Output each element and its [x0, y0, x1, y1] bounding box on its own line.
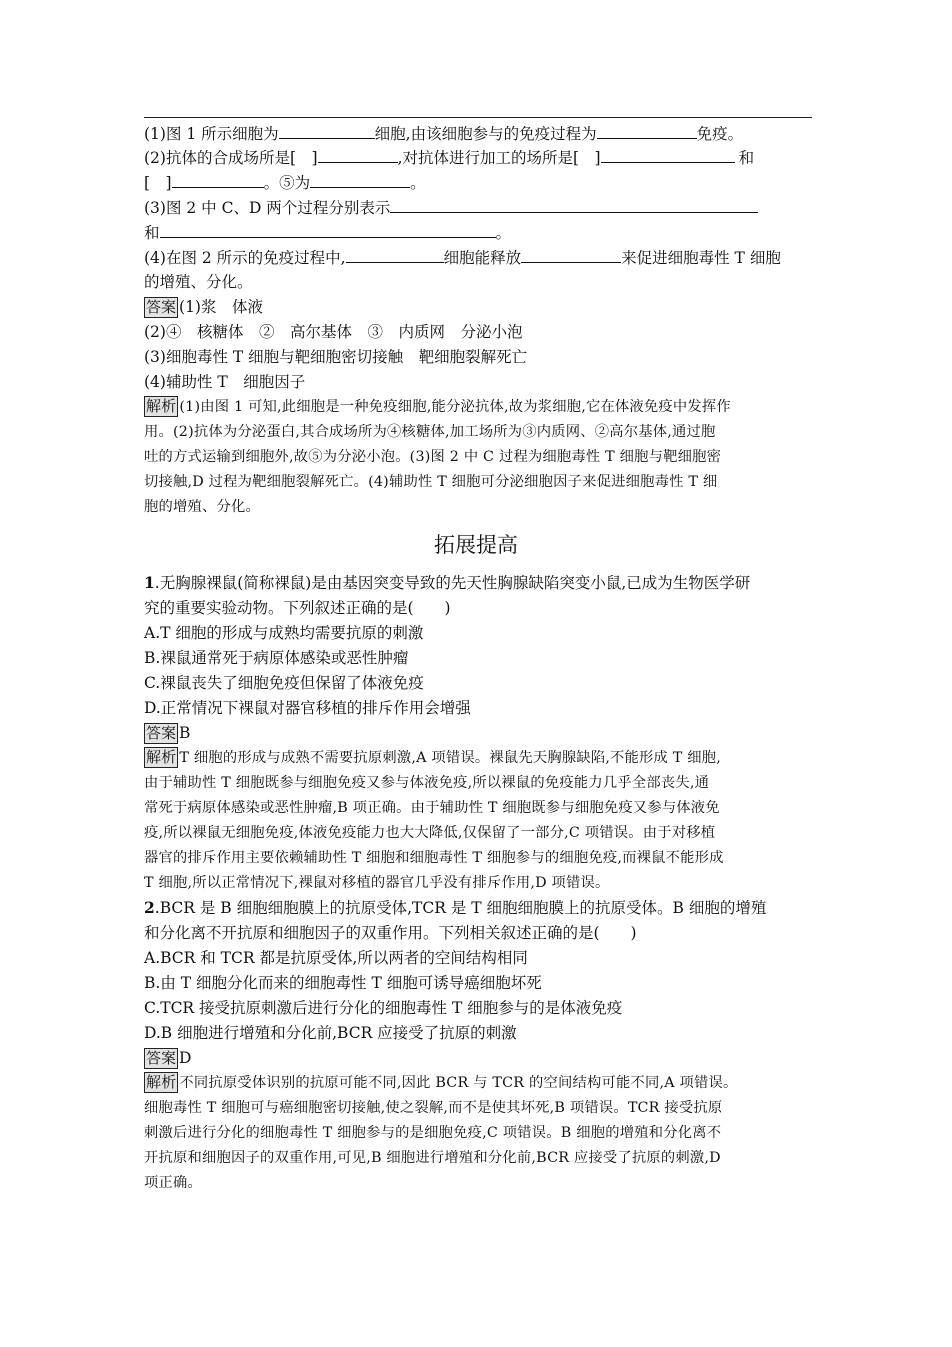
answer-line: (3)细胞毒性 T 细胞与靶细胞密切接触 靶细胞裂解死亡: [144, 348, 528, 366]
question-2-line-1: (2)抗体的合成场所是[ ] ,对抗体进行加工的场所是[ ] 和: [144, 146, 754, 169]
analysis-line: 器官的排斥作用主要依赖辅助性 T 细胞和细胞毒性 T 细胞参与的细胞免疫,而裸鼠不能形成: [144, 850, 724, 866]
answer-blank: [346, 246, 444, 263]
analysis-line: 细胞毒性 T 细胞可与癌细胞密切接触,使之裂解,而不是使其坏死,B 项错误。TCR 接受抗原: [144, 1100, 723, 1116]
question-stem: 究的重要实验动物。下列叙述正确的是( ): [144, 599, 451, 617]
question-stem: 1.无胸腺裸鼠(简称裸鼠)是由基因突变导致的先天性胸腺缺陷突变小鼠,已成为生物医学研: [144, 573, 751, 592]
analysis-line: 由于辅助性 T 细胞既参与细胞免疫又参与体液免疫,所以裸鼠的免疫能力几乎全部丧失,通: [144, 775, 710, 791]
analysis-line: 开抗原和细胞因子的双重作用,可见,B 细胞进行增殖和分化前,BCR 应接受了抗原的刺激,D: [144, 1150, 721, 1166]
analysis-label: 解析: [146, 748, 177, 766]
analysis-label: 解析: [146, 397, 177, 415]
analysis-line: 疫,所以裸鼠无细胞免疫,体液免疫能力也大大降低,仅保留了一部分,C 项错误。由于对移植: [144, 825, 716, 841]
analysis-line: 刺激后进行分化的细胞毒性 T 细胞参与的是细胞免疫,C 项错误。B 细胞的增殖和分化离不: [144, 1125, 722, 1141]
option-c: C.TCR 接受抗原刺激后进行分化的细胞毒性 T 细胞参与的是体液免疫: [144, 999, 623, 1017]
analysis-line: 切接触,D 过程为靶细胞裂解死亡。(4)辅助性 T 细胞可分泌细胞因子来促进细胞毒性 T 细: [144, 474, 718, 490]
analysis-line: 吐的方式运输到细胞外,故⑤为分泌小泡。(3)图 2 中 C 过程为细胞毒性 T 细胞与靶细胞密: [144, 449, 722, 465]
question-1-line: (1)图 1 所示细胞为 细胞,由该细胞参与的免疫过程为 免疫。: [144, 122, 743, 145]
question-4-line-1: (4)在图 2 所示的免疫过程中, 细胞能释放 来促进细胞毒性 T 细胞: [144, 246, 781, 269]
answer-line: (4)辅助性 T 细胞因子: [144, 373, 306, 391]
answer-blank: [521, 246, 621, 263]
answer-line: 答案 B: [146, 724, 191, 742]
option-b: B.裸鼠通常死于病原体感染或恶性肿瘤: [144, 649, 409, 667]
option-d: D.B 细胞进行增殖和分化前,BCR 应接受了抗原的刺激: [144, 1024, 517, 1042]
answer-blank: [601, 146, 735, 163]
option-c: C.裸鼠丧失了细胞免疫但保留了体液免疫: [144, 674, 424, 692]
answer-blank: [160, 221, 496, 238]
option-b: B.由 T 细胞分化而来的细胞毒性 T 细胞可诱导癌细胞坏死: [144, 974, 542, 992]
analysis-line: 胞的增殖、分化。: [144, 499, 260, 515]
question-stem: 和分化离不开抗原和细胞因子的双重作用。下列相关叙述正确的是( ): [144, 924, 637, 942]
analysis-label: 解析: [146, 1073, 177, 1091]
analysis-line: 项正确。: [144, 1175, 202, 1191]
analysis-line: 解析 不同抗原受体识别的抗原可能不同,因此 BCR 与 TCR 的空间结构可能不同,A 项错误。: [146, 1073, 738, 1091]
top-rule: [144, 117, 812, 118]
question-stem: 2.BCR 是 B 细胞细胞膜上的抗原受体,TCR 是 T 细胞细胞膜上的抗原受体。B 细胞的增殖: [144, 898, 767, 917]
answer-label: 答案: [146, 1049, 177, 1067]
answer-line: 答案 (1)浆 体液: [146, 298, 263, 316]
question-2-line-2: [ ] 。⑤为 。: [144, 171, 426, 194]
answer-blank: [318, 146, 398, 163]
analysis-line: 解析 (1)由图 1 可知,此细胞是一种免疫细胞,能分泌抗体,故为浆细胞,它在体液免疫中发挥作: [146, 397, 731, 415]
question-3-line-2: 和 。: [144, 221, 511, 244]
answer-line: (2)④ 核糖体 ② 高尔基体 ③ 内质网 分泌小泡: [144, 323, 523, 341]
answer-blank: [597, 122, 697, 139]
answer-blank: [172, 171, 264, 188]
analysis-line: 用。(2)抗体为分泌蛋白,其合成场所为④核糖体,加工场所为③内质网、②高尔基体,通过胞: [144, 424, 716, 440]
analysis-line: 常死于病原体感染或恶性肿瘤,B 项正确。由于辅助性 T 细胞既参与细胞免疫又参与体液免: [144, 800, 720, 816]
answer-blank: [279, 122, 375, 139]
answer-label: 答案: [146, 298, 177, 316]
answer-blank: [310, 171, 410, 188]
section-title: 拓展提高: [434, 533, 518, 557]
option-d: D.正常情况下裸鼠对器官移植的排斥作用会增强: [144, 699, 471, 717]
option-a: A.T 细胞的形成与成熟均需要抗原的刺激: [144, 624, 424, 642]
answer-label: 答案: [146, 724, 177, 742]
analysis-line: 解析 T 细胞的形成与成熟不需要抗原刺激,A 项错误。裸鼠先天胸腺缺陷,不能形成 T 细胞,: [146, 748, 722, 766]
answer-blank: [390, 196, 758, 213]
question-3-line-1: (3)图 2 中 C、D 两个过程分别表示: [144, 196, 758, 219]
answer-line: 答案 D: [146, 1049, 192, 1067]
option-a: A.BCR 和 TCR 都是抗原受体,所以两者的空间结构相同: [144, 949, 528, 967]
question-4-line-2: 的增殖、分化。: [144, 273, 253, 291]
analysis-line: T 细胞,所以正常情况下,裸鼠对移植的器官几乎没有排斥作用,D 项错误。: [144, 875, 610, 891]
